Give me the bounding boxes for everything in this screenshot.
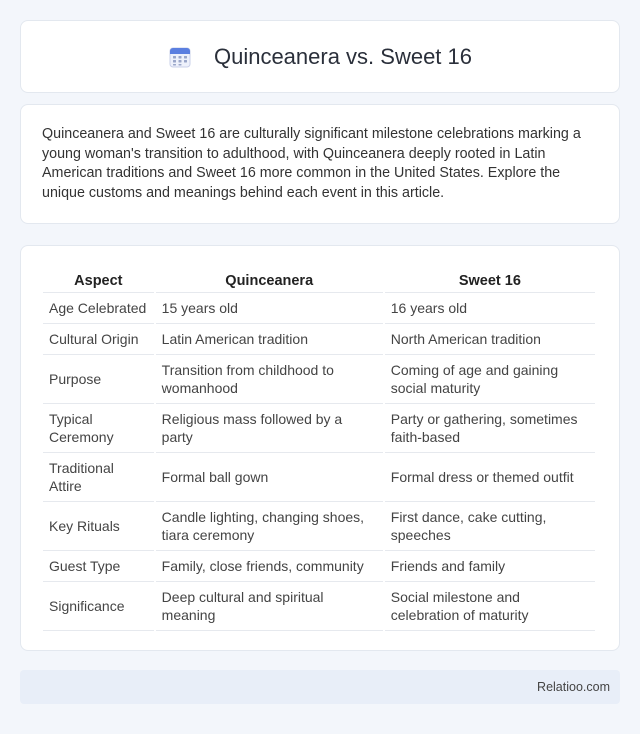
aspect-cell: Age Celebrated [43,293,154,324]
quinceanera-cell: 15 years old [156,293,383,324]
quinceanera-cell: Religious mass followed by a party [156,404,383,453]
table-row [43,551,595,582]
sweet16-cell: Formal dress or themed outfit [385,453,595,502]
table-row [43,355,595,404]
title-card [20,20,620,93]
comparison-table [41,266,597,631]
calendar-icon [168,45,192,69]
sweet16-cell: Party or gathering, sometimes faith-based [385,404,595,453]
quinceanera-cell: Formal ball gown [156,453,383,502]
intro-card [20,104,620,224]
aspect-cell: Traditional Attire [43,453,154,502]
sweet16-cell: 16 years old [385,293,595,324]
table-row [43,324,595,355]
table-header-row [43,266,595,293]
table-row [43,582,595,631]
comparison-card [20,245,620,651]
aspect-cell: Purpose [43,355,154,404]
aspect-cell: Typical Ceremony [43,404,154,453]
header-sweet16: Sweet 16 [385,266,595,293]
table-row [43,293,595,324]
aspect-cell: Guest Type [43,551,154,582]
intro-text: Quinceanera and Sweet 16 are culturally significant milestone celebrations marking a young woman's transition to adulthood, with Quinceanera deeply rooted in Latin American traditions and Sweet 16 more common in the United States. Explore the unique customs and meanings behind each event in this article. [42,126,581,201]
sweet16-cell: First dance, cake cutting, speeches [385,502,595,551]
quinceanera-cell: Latin American tradition [156,324,383,355]
quinceanera-cell: Transition from childhood to womanhood [156,355,383,404]
footer [20,670,620,704]
quinceanera-cell: Deep cultural and spiritual meaning [156,582,383,631]
page-title: Quinceanera vs. Sweet 16 [213,43,473,69]
header-quinceanera: Quinceanera [156,266,383,293]
sweet16-cell: North American tradition [385,324,595,355]
footer-brand: Relatioo.com [537,680,610,694]
table-row [43,404,595,453]
aspect-cell: Significance [43,582,154,631]
aspect-cell: Cultural Origin [43,324,154,355]
sweet16-cell: Coming of age and gaining social maturity [385,355,595,404]
sweet16-cell: Social milestone and celebration of maturity [385,582,595,631]
quinceanera-cell: Family, close friends, community [156,551,383,582]
aspect-cell: Key Rituals [43,502,154,551]
header-aspect: Aspect [43,266,154,293]
table-row [43,502,595,551]
quinceanera-cell: Candle lighting, changing shoes, tiara ceremony [156,502,383,551]
table-row [43,453,595,502]
sweet16-cell: Friends and family [385,551,595,582]
